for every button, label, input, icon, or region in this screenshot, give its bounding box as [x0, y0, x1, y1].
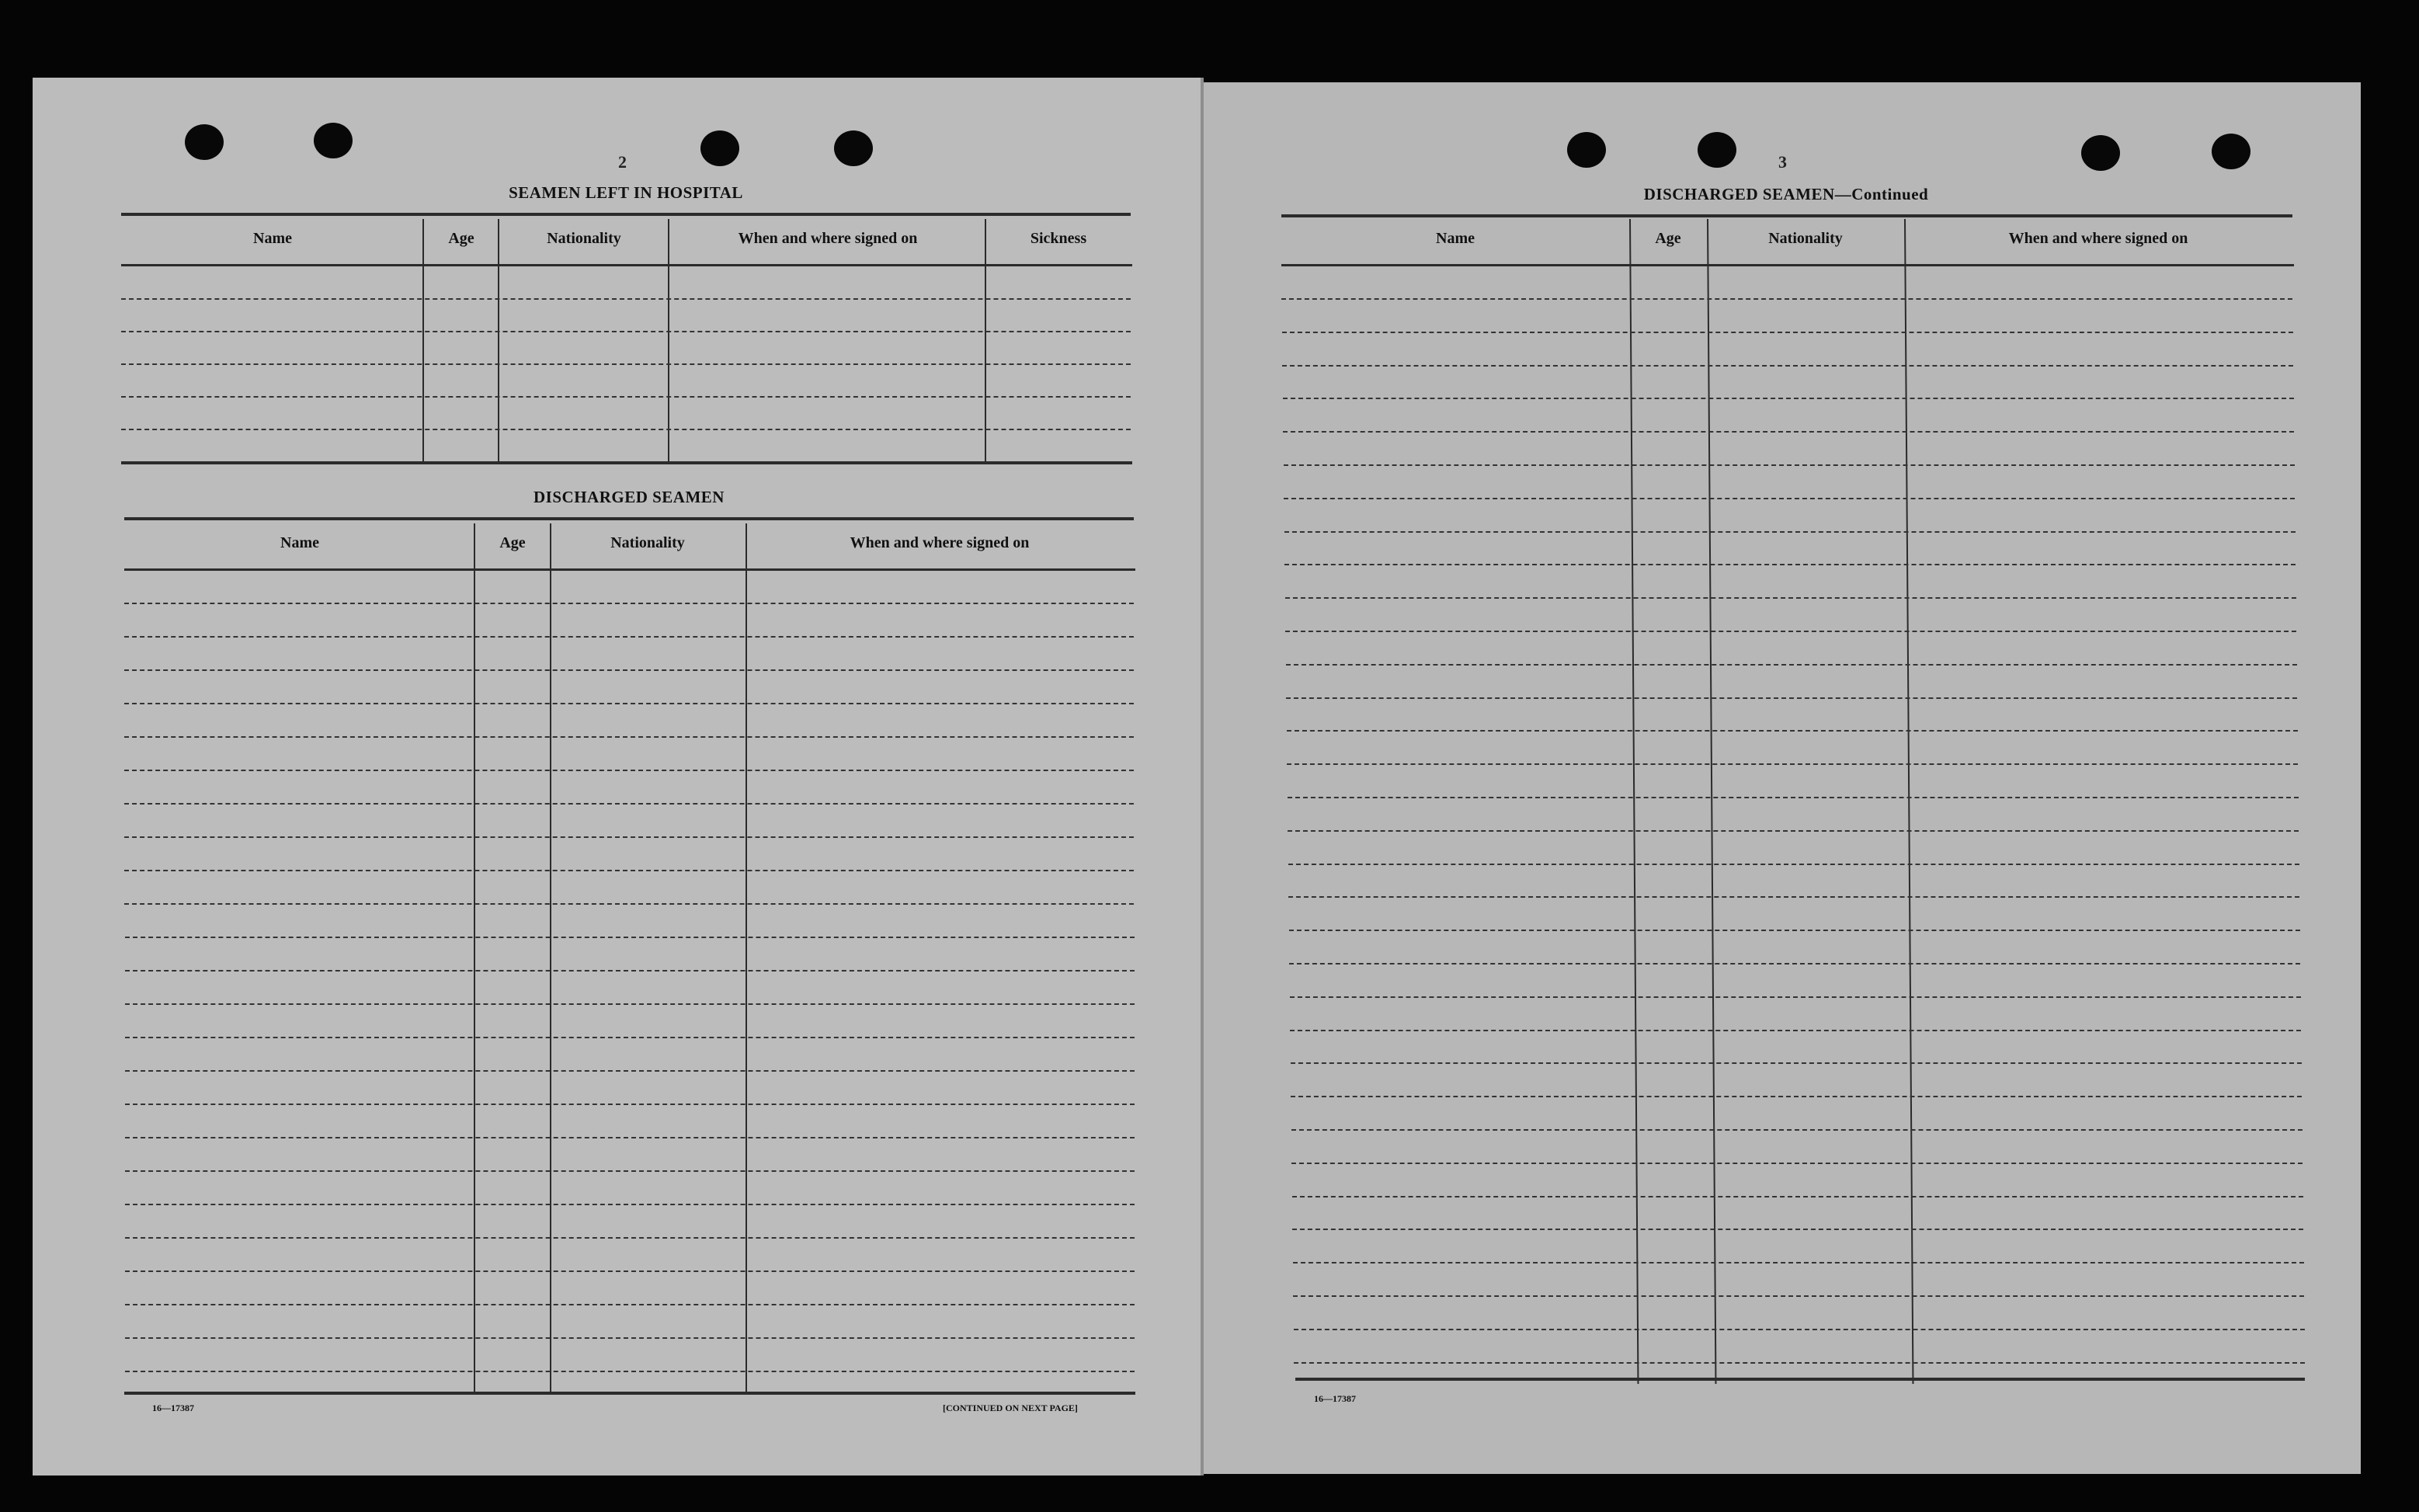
table-bottom-rule	[1295, 1378, 2305, 1381]
table-top-rule	[1281, 214, 2292, 217]
punch-hole	[700, 130, 739, 166]
discharged-section-title: DISCHARGED SEAMEN	[534, 488, 725, 506]
entry-row-line	[121, 298, 1131, 300]
table-top-rule	[124, 517, 1134, 520]
entry-row-line	[1282, 332, 2293, 333]
entry-row-line	[124, 603, 1134, 604]
continued-col-name: Name	[1436, 230, 1475, 247]
form-number-left: 16—17387	[152, 1403, 194, 1413]
column-divider	[668, 219, 669, 464]
entry-row-line	[124, 636, 1134, 638]
entry-row-line	[1282, 365, 2293, 367]
entry-row-line	[1291, 1096, 2302, 1097]
entry-row-line	[125, 1337, 1135, 1339]
punch-hole	[2081, 135, 2120, 171]
entry-row-line	[121, 396, 1131, 398]
entry-row-line	[1288, 797, 2299, 798]
right-form-page	[1202, 82, 2361, 1474]
entry-row-line	[1285, 597, 2296, 599]
entry-row-line	[124, 669, 1134, 671]
continued-col-nationality: Nationality	[1768, 230, 1843, 247]
punch-hole	[185, 124, 224, 160]
entry-row-line	[1294, 1362, 2305, 1364]
entry-row-line	[1291, 1129, 2303, 1131]
entry-row-line	[1290, 1030, 2301, 1031]
entry-row-line	[1283, 431, 2294, 433]
entry-row-line	[125, 1037, 1135, 1038]
entry-row-line	[1290, 996, 2301, 998]
discharged-col-signed-on: When and where signed on	[850, 534, 1030, 551]
entry-row-line	[124, 870, 1134, 871]
entry-row-line	[1294, 1329, 2305, 1330]
hospital-col-sickness: Sickness	[1030, 230, 1087, 247]
table-header-rule	[121, 264, 1132, 266]
discharged-col-name: Name	[280, 534, 319, 551]
entry-row-line	[1292, 1229, 2303, 1230]
entry-row-line	[121, 363, 1131, 365]
entry-row-line	[1281, 298, 2292, 300]
column-divider	[550, 523, 551, 1395]
form-number-right: 16—17387	[1314, 1393, 1356, 1404]
entry-row-line	[1284, 564, 2296, 565]
entry-row-line	[125, 1170, 1135, 1172]
entry-row-line	[124, 770, 1134, 771]
punch-hole	[2212, 134, 2250, 169]
column-divider	[498, 219, 499, 464]
entry-row-line	[125, 1237, 1135, 1239]
entry-row-line	[124, 703, 1134, 704]
table-bottom-rule	[121, 461, 1132, 464]
entry-row-line	[1284, 464, 2295, 466]
entry-row-line	[125, 1371, 1135, 1372]
hospital-col-signed-on: When and where signed on	[738, 230, 918, 247]
continued-note: [CONTINUED ON NEXT PAGE]	[943, 1403, 1078, 1413]
discharged-col-nationality: Nationality	[610, 534, 685, 551]
punch-hole	[834, 130, 873, 166]
entry-row-line	[124, 903, 1134, 905]
discharged-continued-title: DISCHARGED SEAMEN—Continued	[1643, 185, 1929, 203]
table-top-rule	[121, 213, 1131, 216]
punch-hole	[1567, 132, 1606, 168]
table-header-rule	[124, 568, 1135, 571]
hospital-col-name: Name	[253, 230, 292, 247]
entry-row-line	[125, 1204, 1135, 1205]
entry-row-line	[125, 1137, 1135, 1138]
entry-row-line	[124, 803, 1134, 805]
punch-hole	[1698, 132, 1736, 168]
entry-row-line	[1289, 930, 2300, 931]
column-divider	[422, 219, 424, 464]
entry-row-line	[1287, 763, 2298, 765]
entry-row-line	[1291, 1062, 2302, 1064]
entry-row-line	[1285, 631, 2296, 632]
column-divider	[985, 219, 986, 464]
hospital-col-nationality: Nationality	[547, 230, 621, 247]
entry-row-line	[1288, 896, 2299, 898]
entry-row-line	[124, 836, 1134, 838]
entry-row-line	[1283, 398, 2294, 399]
entry-row-line	[125, 1003, 1135, 1005]
entry-row-line	[125, 1104, 1135, 1105]
entry-row-line	[1293, 1262, 2304, 1263]
continued-col-age: Age	[1655, 230, 1681, 247]
entry-row-line	[1288, 864, 2299, 865]
entry-row-line	[1288, 830, 2299, 832]
entry-row-line	[121, 331, 1131, 332]
entry-row-line	[1286, 664, 2297, 666]
entry-row-line	[124, 736, 1134, 738]
entry-row-line	[1287, 730, 2298, 732]
page-number-right: 3	[1778, 152, 1787, 172]
page-fold	[1201, 78, 1204, 1476]
hospital-section-title: SEAMEN LEFT IN HOSPITAL	[509, 183, 743, 202]
entry-row-line	[1286, 697, 2297, 699]
page-number-left: 2	[618, 152, 627, 172]
entry-row-line	[1293, 1295, 2304, 1297]
entry-row-line	[1289, 963, 2300, 965]
entry-row-line	[125, 1304, 1135, 1305]
entry-row-line	[125, 1270, 1135, 1272]
table-bottom-rule	[124, 1392, 1135, 1395]
column-divider	[746, 523, 747, 1395]
column-divider	[474, 523, 475, 1395]
entry-row-line	[125, 937, 1135, 938]
entry-row-line	[1292, 1196, 2303, 1197]
hospital-col-age: Age	[448, 230, 474, 247]
left-form-page	[33, 78, 1204, 1476]
entry-row-line	[121, 429, 1131, 430]
entry-row-line	[1284, 498, 2295, 499]
entry-row-line	[125, 1070, 1135, 1072]
entry-row-line	[1291, 1163, 2303, 1164]
table-header-rule	[1281, 264, 2294, 266]
entry-row-line	[125, 970, 1135, 972]
entry-row-line	[1284, 531, 2296, 533]
continued-col-signed-on: When and where signed on	[2008, 230, 2188, 247]
discharged-col-age: Age	[499, 534, 526, 551]
punch-hole	[314, 123, 353, 158]
